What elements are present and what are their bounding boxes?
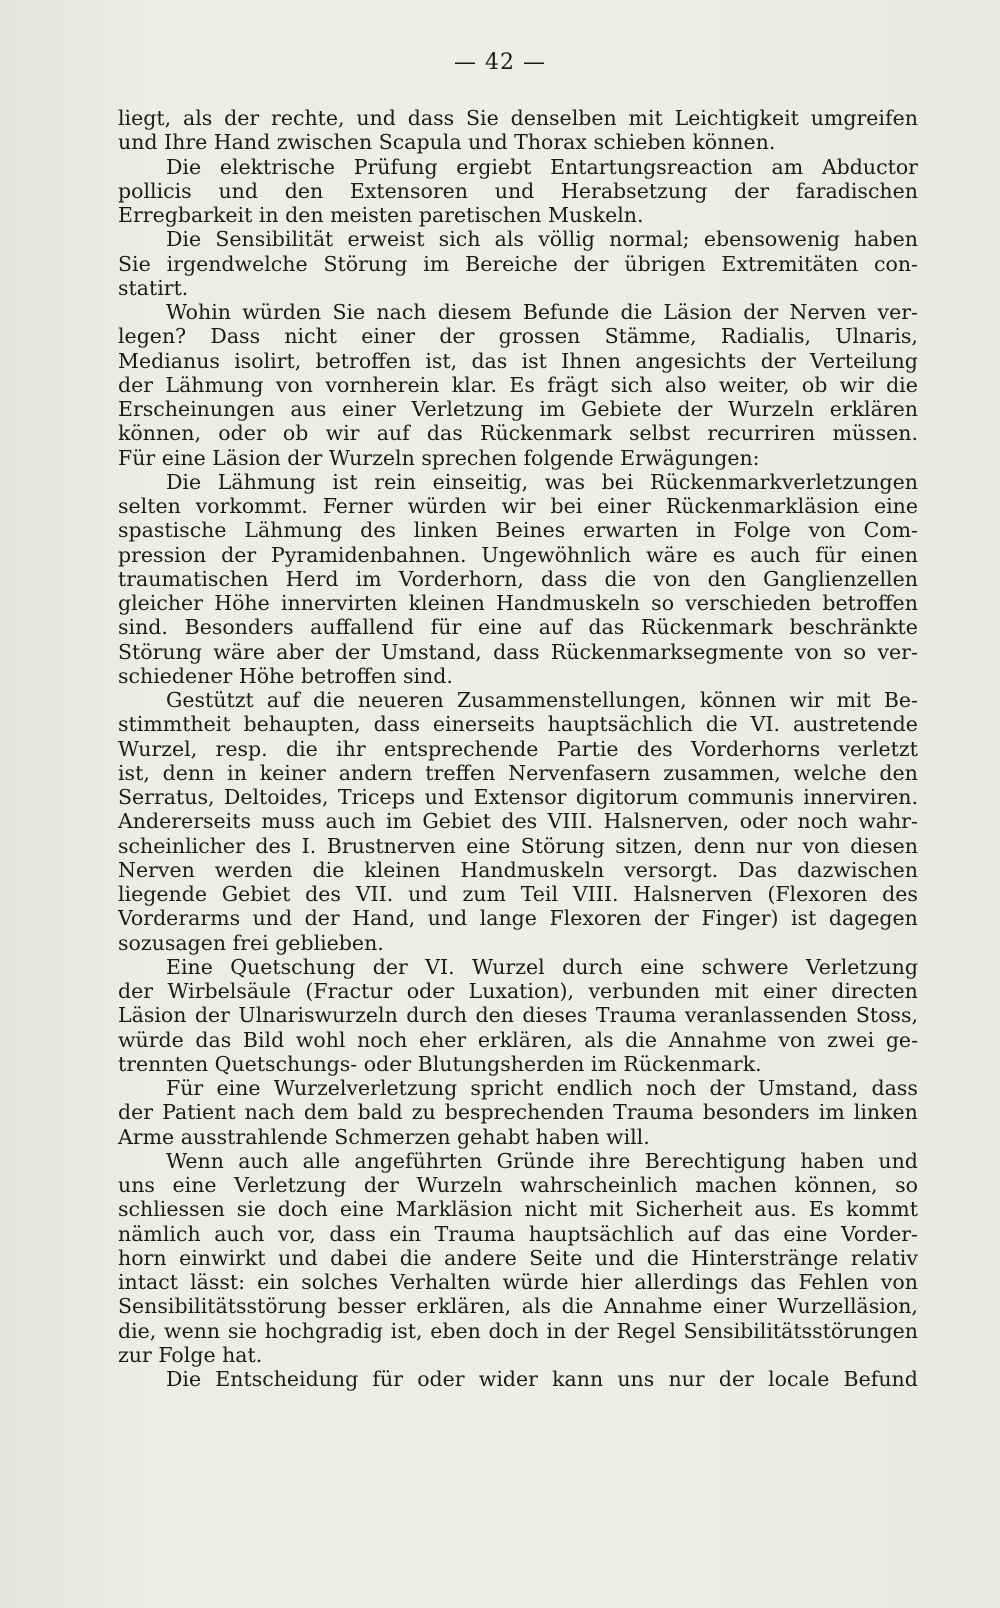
text-line: Wurzel, resp. die ihr entsprechende Partie des Vorderhorns verletzt	[118, 736, 918, 761]
text-line: uns eine Verletzung der Wurzeln wahrscheinlich machen können, so	[118, 1173, 918, 1197]
text-line: Erscheinungen aus einer Verletzung im Gebiete der Wurzeln erklären	[118, 397, 918, 421]
text-line: und Ihre Hand zwischen Scapula und Thorax schieben können.	[118, 130, 776, 155]
text-line: Medianus isolirt, betroffen ist, das ist Ihnen angesichts der Verteilung	[118, 348, 918, 373]
text-line: Die Sensibilität erweist sich als völlig normal; ebensowenig haben	[166, 227, 918, 252]
text-line: der Lähmung von vornherein klar. Es frägt sich also weiter, ob wir die	[118, 372, 918, 397]
text-line: Sie irgendwelche Störung im Bereiche der übrigen Extremitäten con-	[118, 251, 918, 276]
text-line: gleicher Höhe innervirten kleinen Handmuskeln so verschieden betroffen	[118, 591, 918, 615]
text-line: horn einwirkt und dabei die andere Seite und die Hinterstränge relativ	[118, 1245, 918, 1270]
text-line: liegende Gebiet des VII. und zum Teil VIII. Halsnerven (Flexoren des	[118, 882, 918, 906]
text-line: sind. Besonders auffallend für eine auf das Rückenmark beschränkte	[118, 615, 918, 640]
text-line: Für eine Wurzelverletzung spricht endlich noch der Umstand, dass	[166, 1076, 918, 1100]
text-line: der Wirbelsäule (Fractur oder Luxation), verbunden mit einer directen	[118, 979, 918, 1003]
text-line: nämlich auch vor, dass ein Trauma hauptsächlich auf das eine Vorder-	[118, 1221, 918, 1246]
text-line: Die elektrische Prüfung ergiebt Entartungsreaction am Abductor	[166, 154, 918, 179]
text-line: stimmtheit behaupten, dass einerseits hauptsächlich die VI. austretende	[118, 712, 918, 737]
text-line: Läsion der Ulnariswurzeln durch den dieses Trauma veranlassenden Stoss,	[118, 1003, 918, 1028]
text-line: pollicis und den Extensoren und Herabsetzung der faradischen	[118, 178, 918, 203]
text-line: Die Entscheidung für oder wider kann uns nur der locale Befund	[166, 1367, 918, 1391]
text-line: statirt.	[118, 275, 189, 300]
text-line: ist, denn in keiner andern treffen Nervenfasern zusammen, welche den	[118, 760, 918, 785]
text-line: Serratus, Deltoides, Triceps und Extensor digitorum communis innerviren.	[118, 785, 918, 809]
text-line: Eine Quetschung der VI. Wurzel durch eine schwere Verletzung	[166, 954, 918, 979]
text-line: zur Folge hat.	[118, 1342, 263, 1367]
text-line: Für eine Läsion der Wurzeln sprechen folgende Erwägungen:	[118, 445, 760, 470]
text-line: selten vorkommt. Ferner würden wir bei einer Rückenmarkläsion eine	[118, 494, 918, 518]
text-line: können, oder ob wir auf das Rückenmark selbst recurriren müssen.	[118, 421, 918, 446]
text-line: intact lässt: ein solches Verhalten würde hier allerdings das Fehlen von	[118, 1270, 918, 1294]
text-line: Arme ausstrahlende Schmerzen gehabt haben will.	[118, 1124, 650, 1149]
text-line: Wenn auch alle angeführten Gründe ihre Berechtigung haben und	[166, 1148, 918, 1173]
text-line: schliessen sie doch eine Markläsion nicht mit Sicherheit aus. Es kommt	[118, 1197, 918, 1222]
text-line: schiedener Höhe betroffen sind.	[118, 663, 453, 688]
text-line: spastische Lähmung des linken Beines erwarten in Folge von Com-	[118, 518, 918, 543]
body-text	[118, 106, 918, 1391]
text-line: Nerven werden die kleinen Handmuskeln versorgt. Das dazwischen	[118, 857, 918, 882]
text-line: traumatischen Herd im Vorderhorn, dass die von den Ganglienzellen	[118, 566, 918, 591]
text-line: würde das Bild wohl noch eher erklären, als die Annahme von zwei ge-	[118, 1027, 918, 1052]
text-line: sozusagen frei geblieben.	[118, 930, 384, 955]
text-line: trennten Quetschungs- oder Blutungsherden im Rückenmark.	[118, 1051, 762, 1076]
text-line: legen? Dass nicht einer der grossen Stämme, Radialis, Ulnaris,	[118, 324, 918, 349]
text-line: pression der Pyramidenbahnen. Ungewöhnlich wäre es auch für einen	[118, 542, 918, 567]
text-line: Sensibilitätsstörung besser erklären, als die Annahme einer Wurzelläsion,	[118, 1294, 918, 1319]
text-line: der Patient nach dem bald zu besprechenden Trauma besonders im linken	[118, 1100, 918, 1125]
text-line: die, wenn sie hochgradig ist, eben doch in der Regel Sensibilitätsstörungen	[118, 1318, 918, 1343]
text-line: Andererseits muss auch im Gebiet des VIII. Halsnerven, oder noch wahr-	[118, 809, 918, 834]
text-line: Erregbarkeit in den meisten paretischen Muskeln.	[118, 203, 644, 227]
text-line: Die Lähmung ist rein einseitig, was bei Rückenmarkverletzungen	[166, 469, 918, 494]
page-number: — 42 —	[454, 50, 546, 75]
text-line: Vorderarms und der Hand, und lange Flexoren der Finger) ist dagegen	[118, 906, 918, 931]
text-line: liegt, als der rechte, und dass Sie denselben mit Leichtigkeit umgreifen	[118, 106, 918, 130]
text-line: Gestützt auf die neueren Zusammenstellungen, können wir mit Be-	[166, 688, 918, 712]
text-line: Störung wäre aber der Umstand, dass Rückenmarksegmente von so ver-	[118, 639, 918, 664]
text-line: Wohin würden Sie nach diesem Befunde die Läsion der Nerven ver-	[166, 300, 918, 324]
text-line: scheinlicher des I. Brustnerven eine Störung sitzen, denn nur von diesen	[118, 833, 918, 858]
